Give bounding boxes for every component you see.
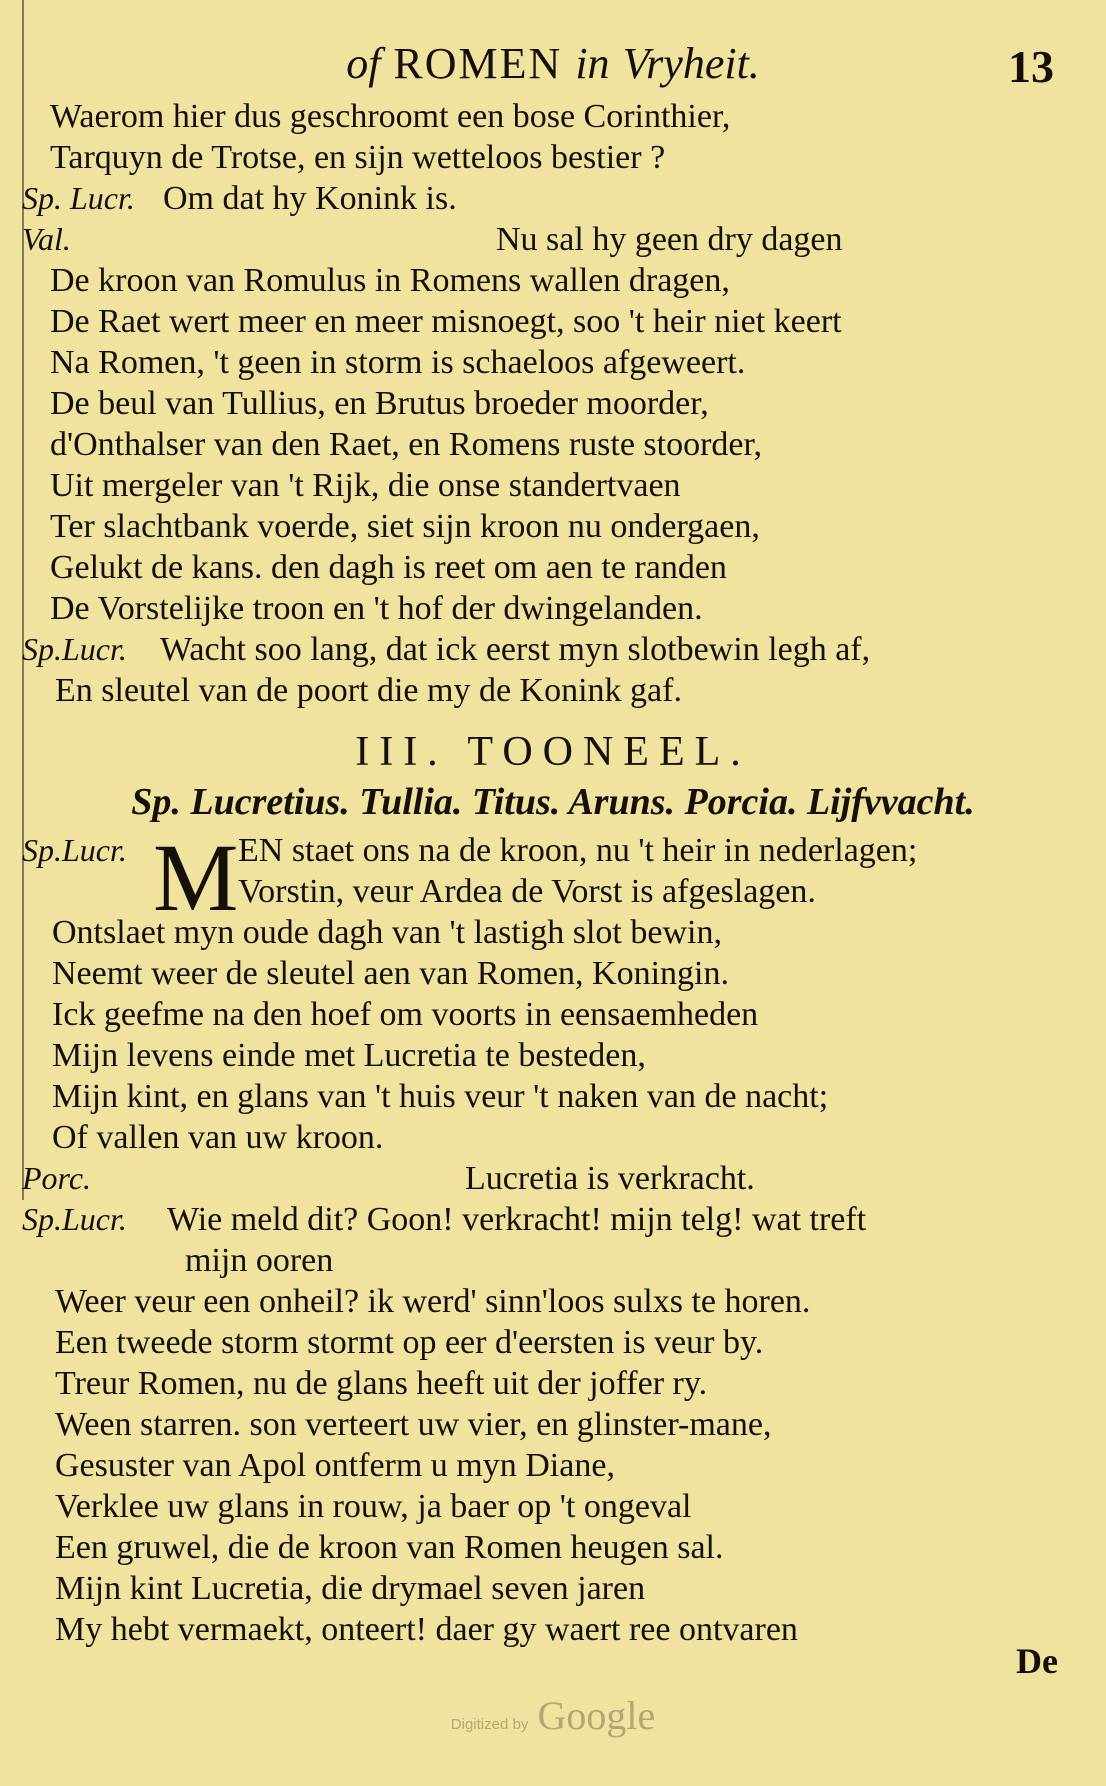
verse-line	[0, 465, 1106, 506]
verse-text: De beul van Tullius, en Brutus broeder moorder,	[50, 385, 709, 422]
verse-text: En sleutel van de poort die my de Konink gaf.	[55, 672, 682, 709]
verse-text: Na Romen, 't geen in storm is schaeloos afgeweert.	[50, 344, 746, 381]
scene-heading: III. TOONEEL.	[355, 729, 751, 775]
verse-line	[0, 830, 1106, 871]
verse-text: Ween starren. son verteert uw vier, en glinster-mane,	[55, 1406, 772, 1443]
drop-cap: M	[153, 824, 239, 931]
verse-line	[0, 1322, 1106, 1363]
verse-text: Waerom hier dus geschroomt een bose Corinthier,	[50, 98, 731, 135]
verse-line	[0, 1281, 1106, 1322]
verse-text: De Vorstelijke troon en 't hof der dwingelanden.	[50, 590, 703, 627]
verse-text: Ontslaet myn oude dagh van 't lastigh slot bewin,	[52, 914, 722, 951]
verse-line	[0, 96, 1106, 137]
verse-line	[0, 506, 1106, 547]
verse-line	[0, 1609, 1106, 1650]
verse-line	[0, 1199, 1106, 1240]
verse-line	[0, 953, 1106, 994]
verse-line	[0, 178, 1106, 219]
verse-line	[0, 219, 1106, 260]
speaker-label: Sp.Lucr.	[22, 1201, 127, 1237]
speaker-label: Sp.Lucr.	[22, 832, 127, 868]
verse-line	[0, 1076, 1106, 1117]
header-end: Vryheit.	[622, 39, 760, 88]
verse-line	[0, 342, 1106, 383]
verse-text: EN staet ons na de kroon, nu 't heir in nederlagen;	[238, 832, 918, 869]
verse-text: Ter slachtbank voerde, siet sijn kroon nu ondergaen,	[50, 508, 760, 545]
verse-text: Mijn levens einde met Lucretia te besteden,	[52, 1037, 646, 1074]
verse-text: Wie meld dit? Goon! verkracht! mijn telg! wat treft	[167, 1201, 867, 1238]
verse-text: Treur Romen, nu de glans heeft uit der joffer ry.	[55, 1365, 708, 1402]
verse-text: Neemt weer de sleutel aen van Romen, Koningin.	[52, 955, 729, 992]
speaker-label: Sp. Lucr.	[22, 180, 135, 216]
verse-line	[0, 1486, 1106, 1527]
speaker-label: Sp.Lucr.	[22, 631, 127, 667]
speaker-label: Val.	[22, 221, 71, 257]
verse-line	[0, 547, 1106, 588]
verse-line	[0, 1158, 1106, 1199]
verse-line	[0, 1527, 1106, 1568]
verse-text: Weer veur een onheil? ik werd' sinn'loos sulxs te horen.	[55, 1283, 811, 1320]
verse-line	[0, 1240, 1106, 1281]
verse-text: Wacht soo lang, dat ick eerst myn slotbewin legh af,	[160, 631, 871, 668]
running-header	[0, 38, 1106, 89]
verse-line	[0, 301, 1106, 342]
verse-text: Verklee uw glans in rouw, ja baer op 't ongeval	[55, 1488, 692, 1525]
verse-line	[0, 1363, 1106, 1404]
verse-line	[0, 1445, 1106, 1486]
verse-text: Een gruwel, die de kroon van Romen heugen sal.	[55, 1529, 724, 1566]
verse-text: De Raet wert meer en meer misnoegt, soo 't heir niet keert	[50, 303, 842, 340]
verse-line	[0, 1035, 1106, 1076]
verse-text: d'Onthalser van den Raet, en Romens ruste stoorder,	[50, 426, 762, 463]
verse-line	[0, 424, 1106, 465]
verse-text: Gelukt de kans. den dagh is reet om aen te randen	[50, 549, 727, 586]
verse-line	[0, 260, 1106, 301]
verse-line	[0, 1117, 1106, 1158]
verse-line	[0, 383, 1106, 424]
verse-text: Of vallen van uw kroon.	[52, 1119, 384, 1156]
verse-line	[0, 588, 1106, 629]
header-prefix: of	[346, 39, 381, 88]
verse-text: My hebt vermaekt, onteert! daer gy waert ree ontvaren	[55, 1611, 798, 1648]
verse-text: Nu sal hy geen dry dagen	[496, 221, 843, 258]
verse-text: Lucretia is verkracht.	[465, 1160, 755, 1197]
verse-text: mijn ooren	[185, 1242, 334, 1279]
verse-text: Een tweede storm stormt op eer d'eersten is veur by.	[55, 1324, 764, 1361]
page-number: 13	[1008, 41, 1054, 92]
verse-line	[0, 994, 1106, 1035]
verse-text: Om dat hy Konink is.	[163, 180, 457, 217]
verse-text: De kroon van Romulus in Romens wallen dragen,	[50, 262, 730, 299]
speaker-label: Porc.	[22, 1160, 92, 1196]
verse-line	[0, 1404, 1106, 1445]
verse-line	[0, 871, 1106, 912]
verse-text: Mijn kint, en glans van 't huis veur 't naken van de nacht;	[52, 1078, 829, 1115]
verse-line	[0, 670, 1106, 711]
header-main: ROMEN	[393, 39, 563, 88]
verse-line	[0, 912, 1106, 953]
verse-line	[0, 137, 1106, 178]
verse-line	[0, 629, 1106, 670]
catchword: De	[1016, 1641, 1058, 1681]
digitization-watermark	[0, 1692, 1106, 1739]
verse-text: Ick geefme na den hoef om voorts in eensaemheden	[52, 996, 759, 1033]
verse-text: Tarquyn de Trotse, en sijn wetteloos bestier ?	[50, 139, 666, 176]
verse-text: Gesuster van Apol ontferm u myn Diane,	[55, 1447, 615, 1484]
watermark-prefix: Digitized by	[450, 1716, 529, 1733]
verse-text: Vorstin, veur Ardea de Vorst is afgeslagen.	[238, 873, 816, 910]
header-mid: in	[575, 39, 610, 88]
scene-characters: Sp. Lucretius. Tullia. Titus. Aruns. Porcia. Lijfvvacht.	[131, 781, 975, 823]
verse-line	[0, 1568, 1106, 1609]
verse-text: Mijn kint Lucretia, die drymael seven jaren	[55, 1570, 646, 1607]
google-logo: Google	[537, 1693, 656, 1738]
verse-text: Uit mergeler van 't Rijk, die onse standertvaen	[50, 467, 681, 504]
